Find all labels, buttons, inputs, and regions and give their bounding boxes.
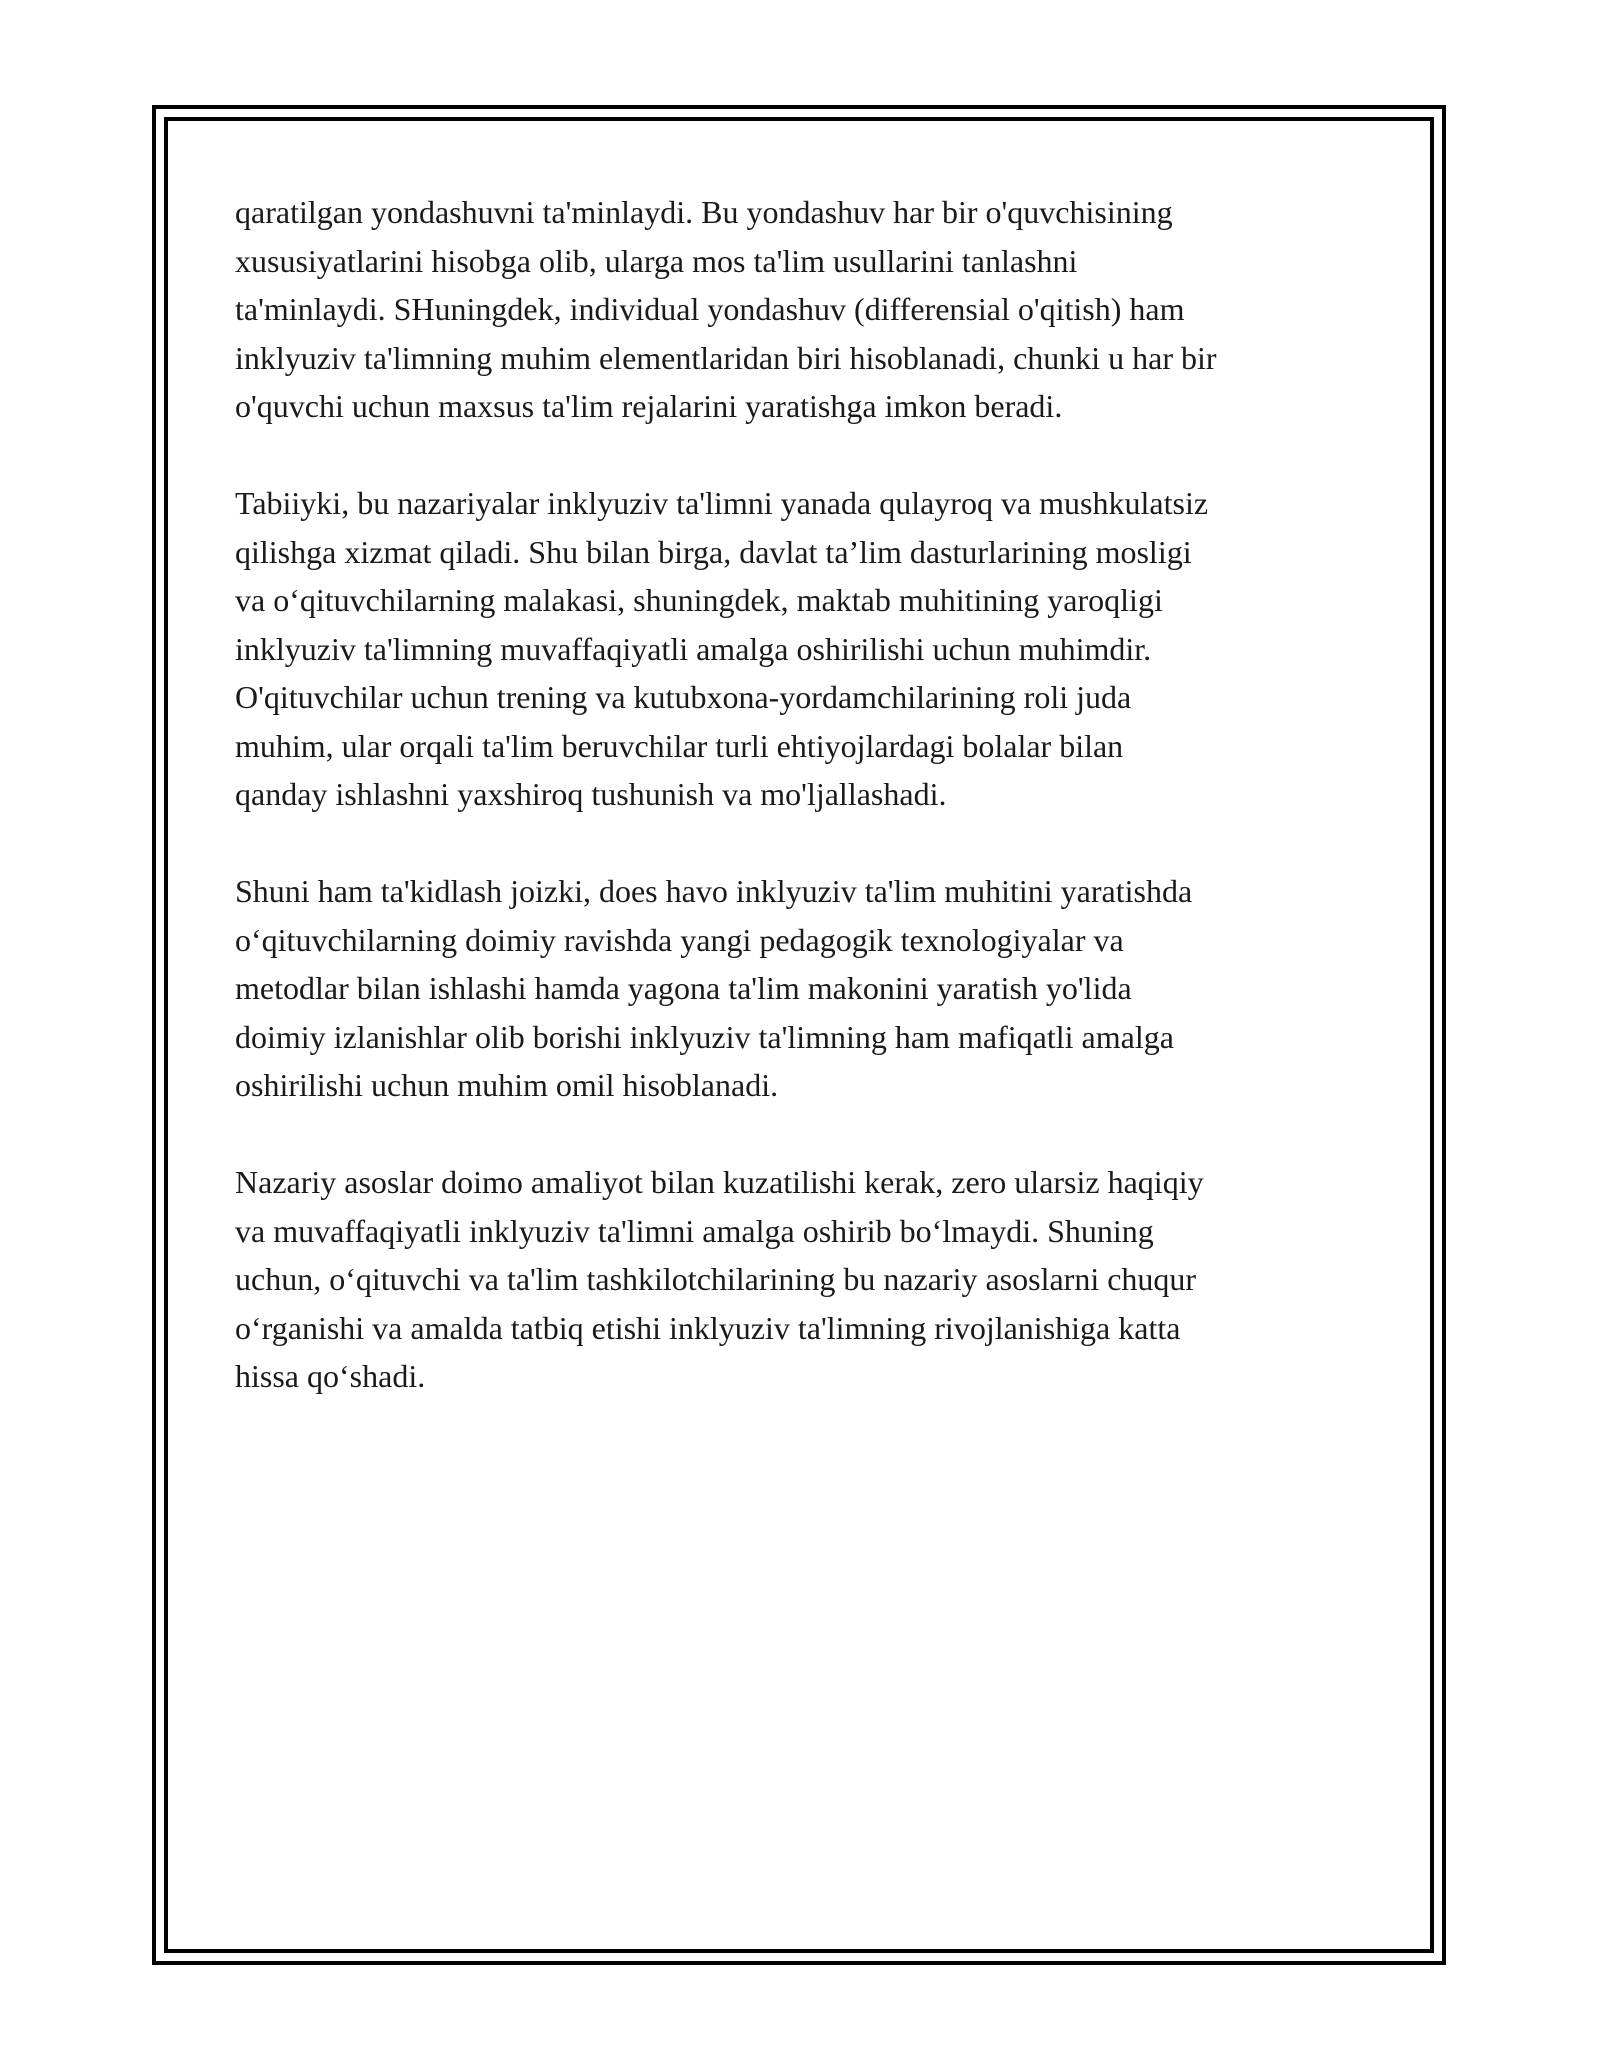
paragraph-4: Nazariy asoslar doimo amaliyot bilan kuzatilishi kerak, zero ularsiz haqiqiy va muvaffaqiyatli inklyuziv ta'limni amalga oshirib bo‘lmaydi. Shuning uchun, o‘qituvchi va ta'lim tashkilotchilarining bu nazariy asoslarni chuqur o‘rganishi va amalda tatbiq etishi inklyuziv ta'limning rivojlanishiga katta hissa qo‘shadi.	[235, 1164, 1204, 1394]
paragraph-3: Shuni ham ta'kidlash joizki, does havo inklyuziv ta'lim muhitini yaratishda o‘qituvchilarning doimiy ravishda yangi pedagogik texnologiyalar va metodlar bilan ishlashi hamda yagona ta'lim makonini yaratish yo'lida doimiy izlanishlar olib borishi inklyuziv ta'limning ham mafiqatli amalga oshirilishi uchun muhim omil hisoblanadi.	[235, 873, 1193, 1103]
paragraph-1: qaratilgan yondashuvni ta'minlaydi. Bu yondashuv har bir o'quvchisining xususiyatlarini hisobga olib, ularga mos ta'lim usullarini tanlashni ta'minlaydi. SHuningdek, individual yondashuv (differensial o'qitish) ham inklyuziv ta'limning muhim elementlaridan biri hisoblanadi, chunki u har bir o'quvchi uchun maxsus ta'lim rejalarini yaratishga imkon beradi.	[235, 194, 1217, 424]
paragraph-2: Tabiiyki, bu nazariyalar inklyuziv ta'limni yanada qulayroq va mushkulatsiz qilishga xizmat qiladi. Shu bilan birga, davlat ta’lim dasturlarining mosligi va o‘qituvchilarning malakasi, shuningdek, maktab muhitining yaroqligi inklyuziv ta'limning muvaffaqiyatli amalga oshirilishi uchun muhimdir. O'qituvchilar uchun trening va kutubxona-yordamchilarining roli juda muhim, ular orqali ta'lim beruvchilar turli ehtiyojlardagi bolalar bilan qanday ishlashni yaxshiroq tushunish va mo'ljallashadi.	[235, 485, 1209, 812]
document-body	[235, 188, 1385, 1449]
